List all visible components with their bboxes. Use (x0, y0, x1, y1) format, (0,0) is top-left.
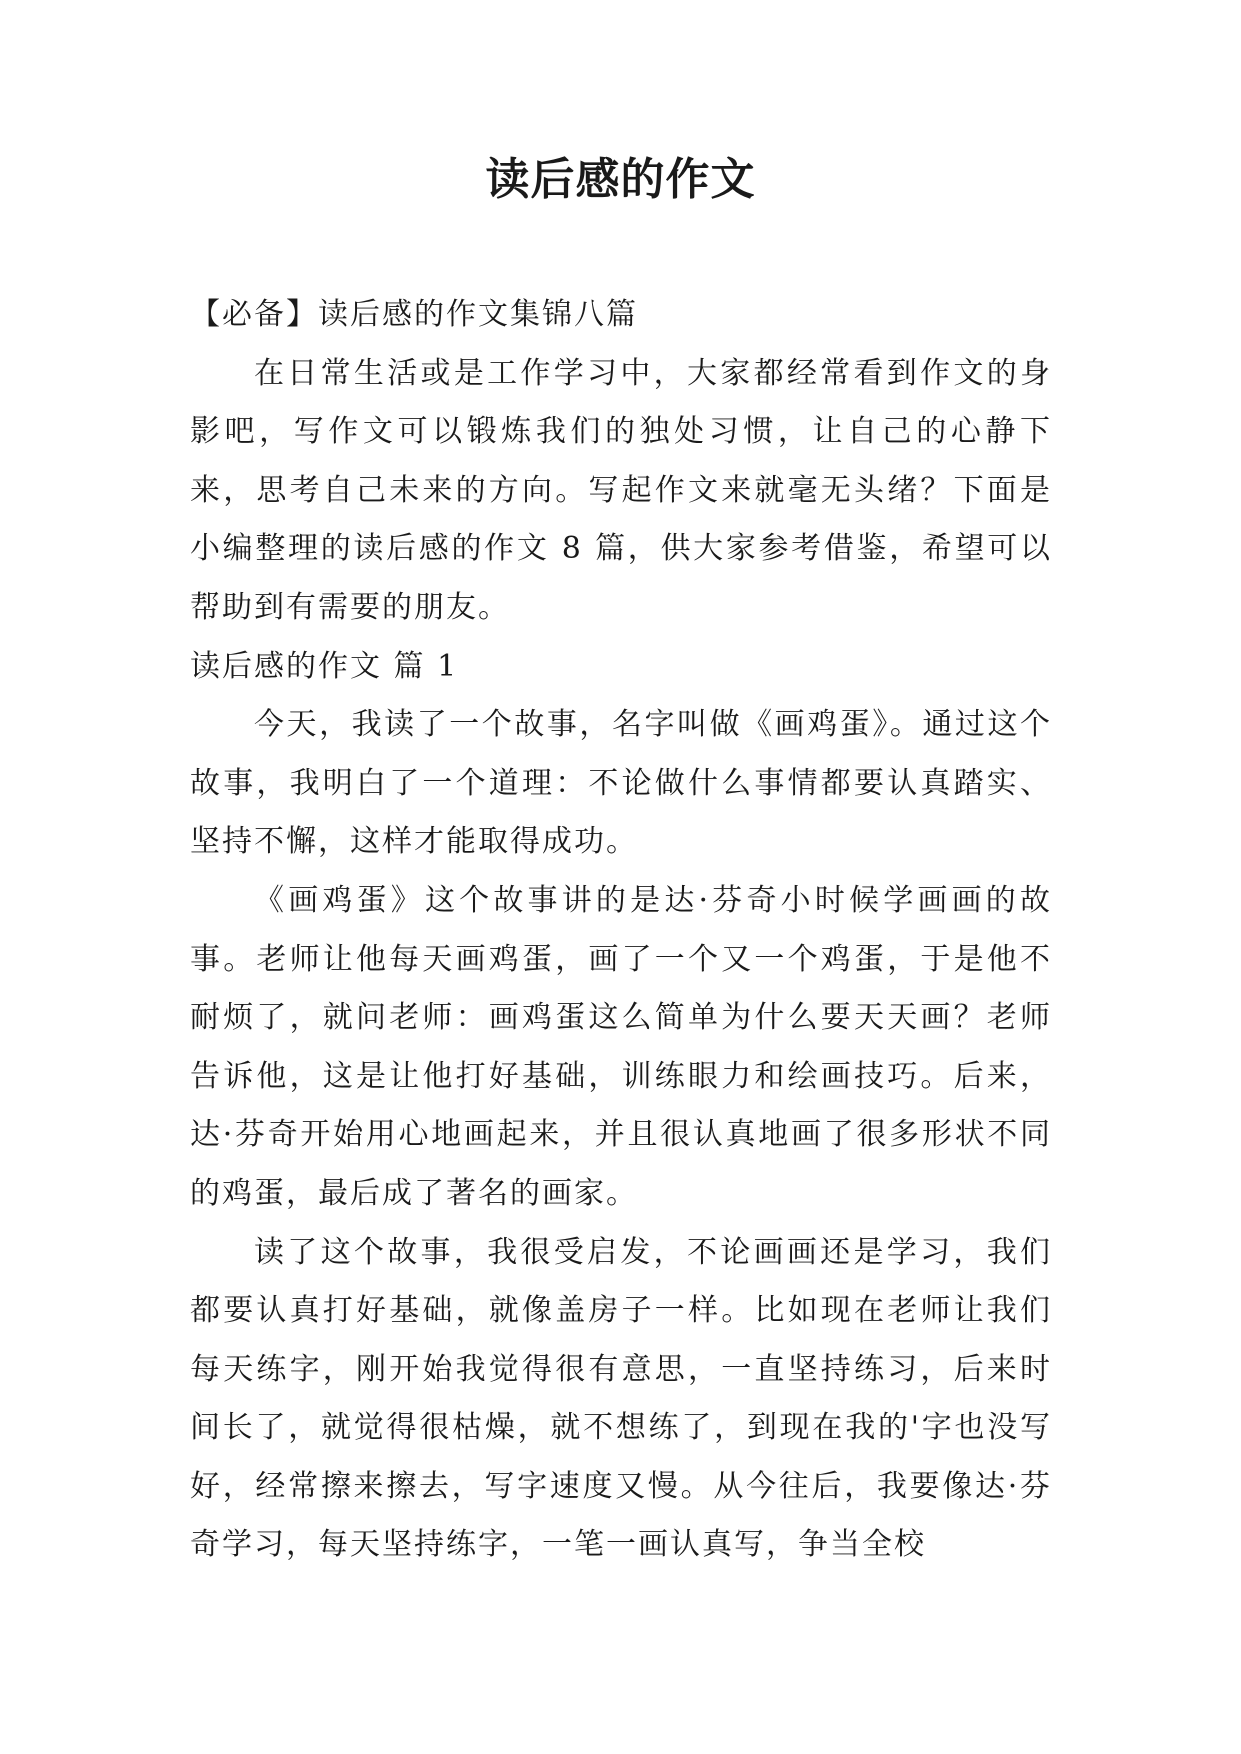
section-heading: 读后感的作文 篇 1 (190, 648, 459, 684)
body-paragraph: 《画鸡蛋》这个故事讲的是达·芬奇小时候学画画的故事。老师让他每天画鸡蛋，画了一个又一个鸡蛋，于是他不耐烦了，就问老师：画鸡蛋这么简单为什么要天天画？老师告诉他，这是让他打好基础，训练眼力和绘画技巧。后来，达·芬奇开始用心地画起来，并且很认真地画了很多形状不同的鸡蛋，最后成了著名的画家。 (190, 882, 1052, 1211)
document-title: 读后感的作文 (485, 154, 756, 205)
body-paragraph: 读了这个故事，我很受启发，不论画画还是学习，我们都要认真打好基础，就像盖房子一样。比如现在老师让我们每天练字，刚开始我觉得很有意思，一直坚持练习，后来时间长了，就觉得很枯燥，就不想练了，到现在我的'字也没写好，经常擦来擦去，写字速度又慢。从今往后，我要像达·芬奇学习，每天坚持练字，一笔一画认真写，争当全校 (190, 1234, 1052, 1563)
intro-paragraph: 在日常生活或是工作学习中，大家都经常看到作文的身影吧，写作文可以锻炼我们的独处习惯，让自己的心静下来，思考自己未来的方向。写起作文来就毫无头绪？下面是小编整理的读后感的作文 8 篇，供大家参考借鉴，希望可以帮助到有需要的朋友。 (190, 355, 1052, 625)
document-subtitle: 【必备】读后感的作文集锦八篇 (190, 297, 638, 332)
document-body (190, 286, 1052, 1575)
body-paragraph: 今天，我读了一个故事，名字叫做《画鸡蛋》。通过这个故事，我明白了一个道理：不论做什么事情都要认真踏实、坚持不懈，这样才能取得成功。 (190, 707, 1052, 860)
